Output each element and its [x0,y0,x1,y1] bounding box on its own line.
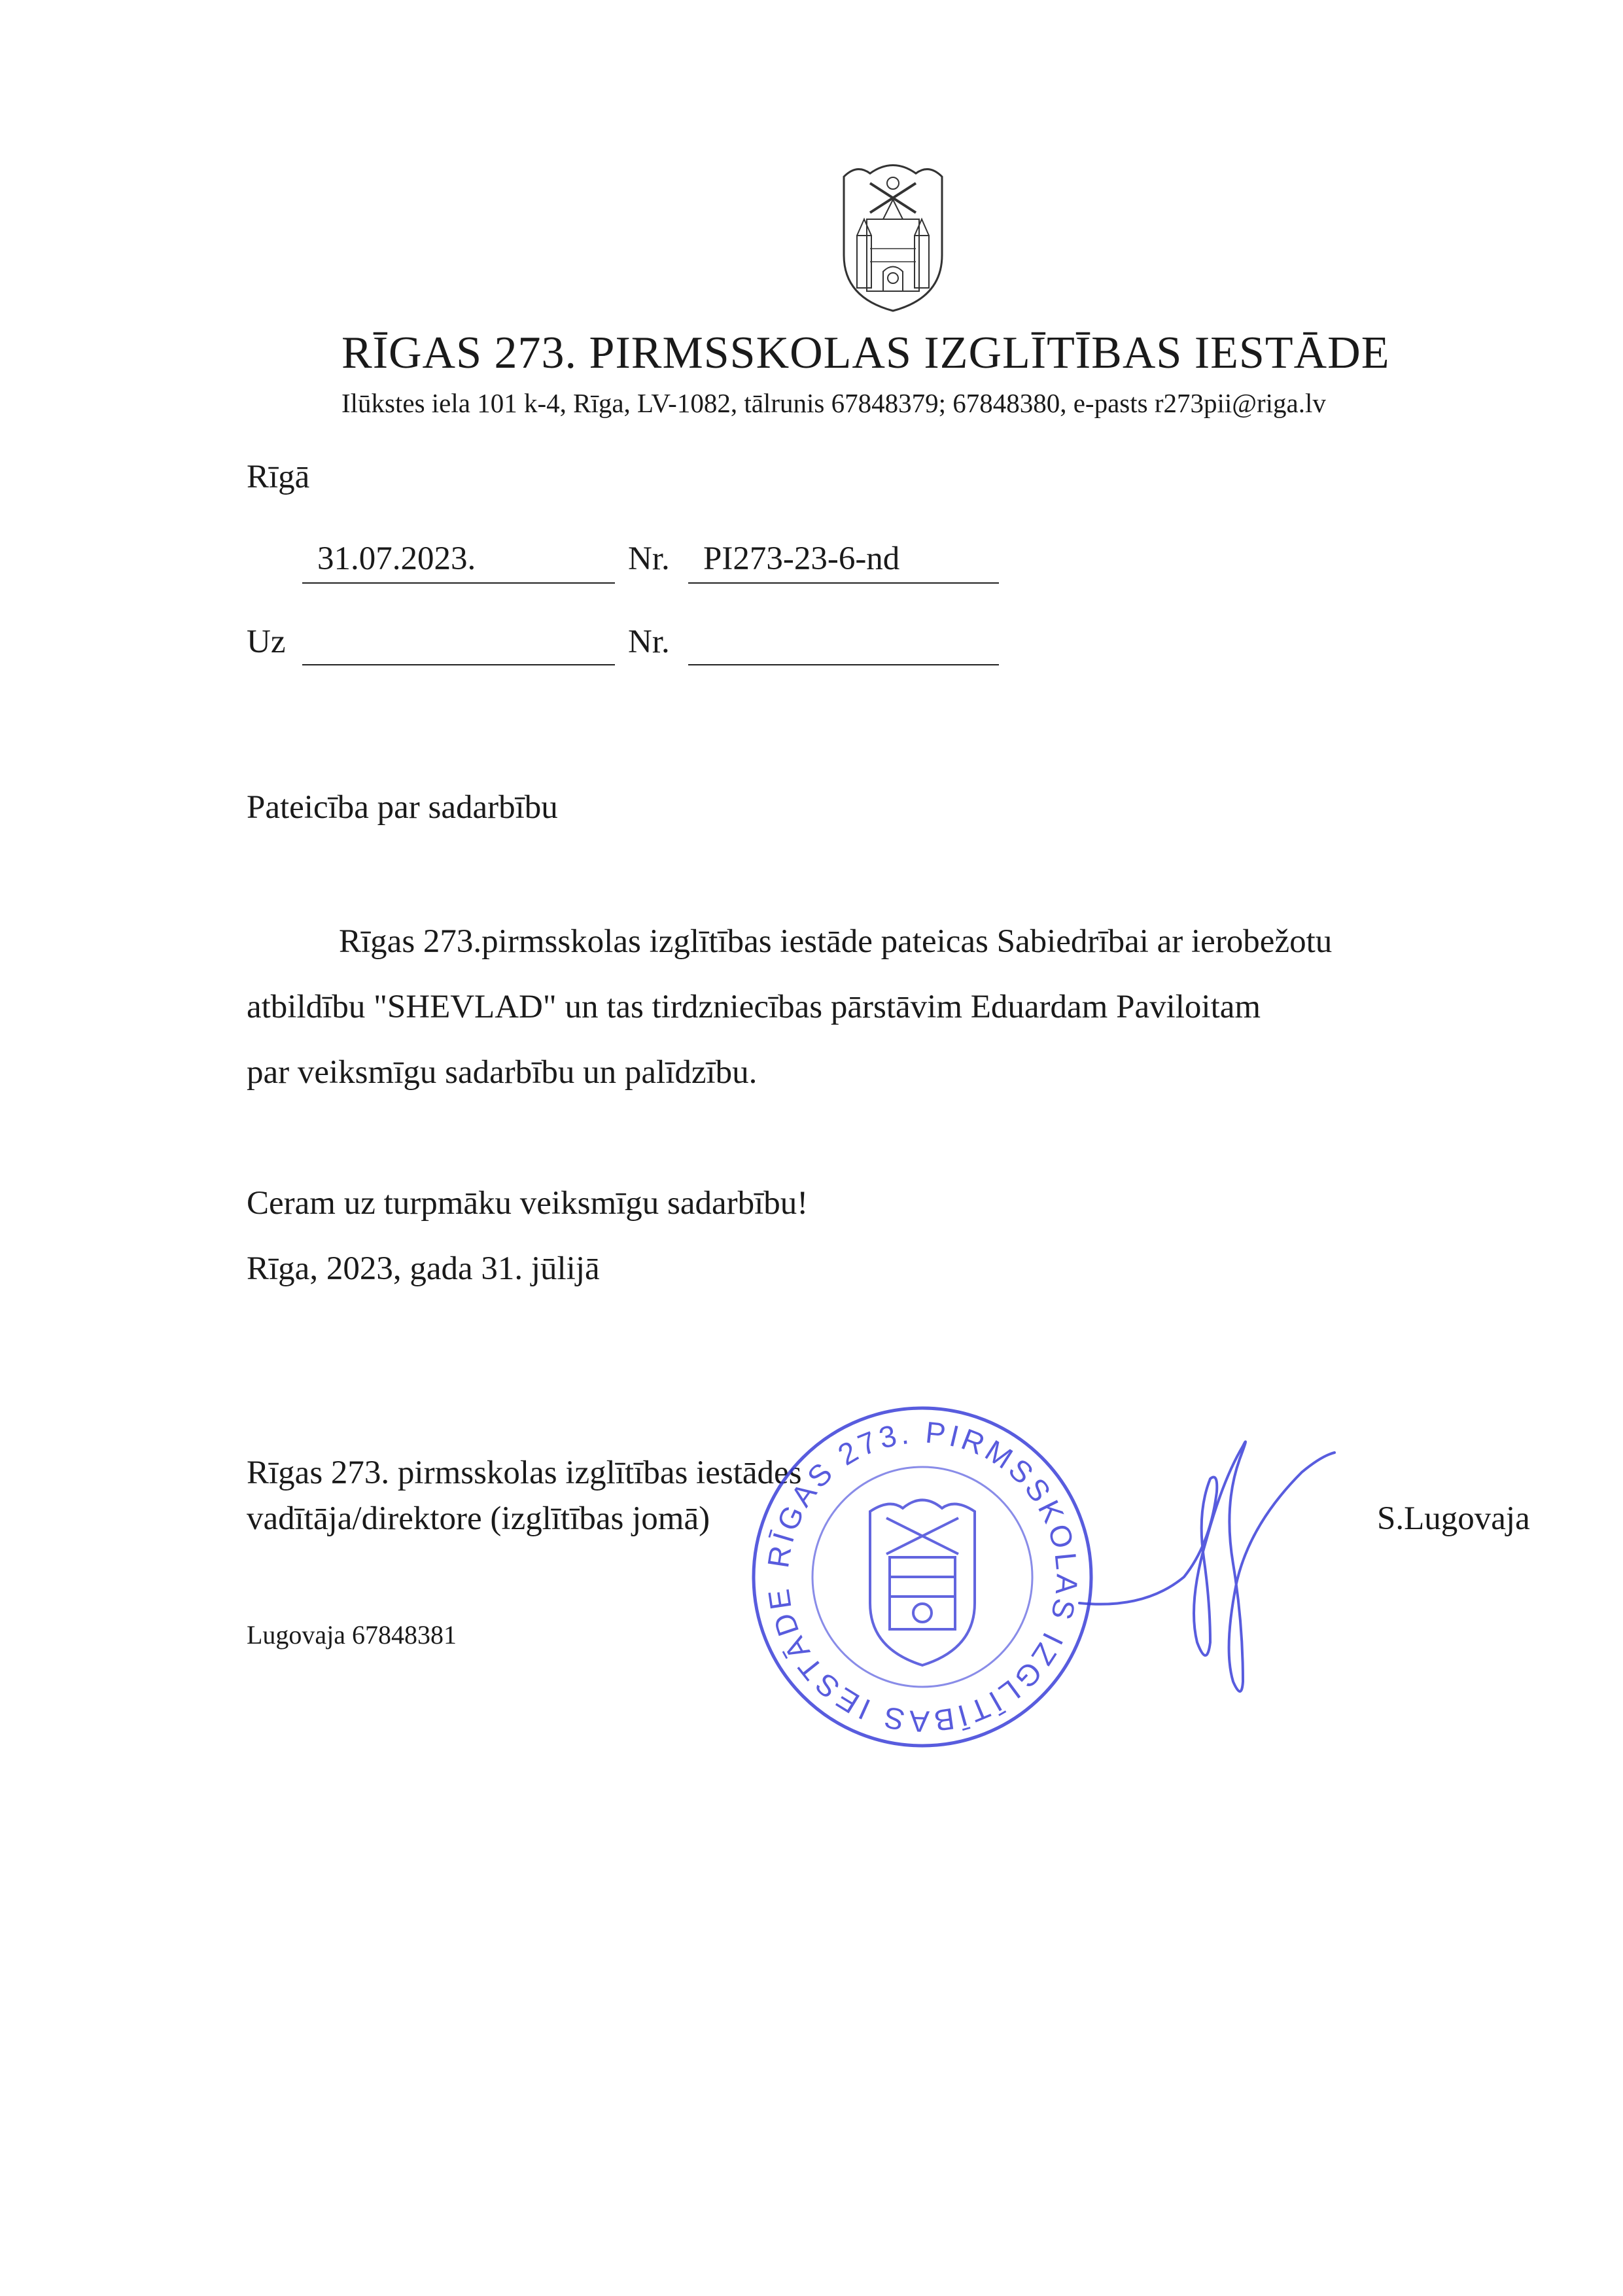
uz-underline [302,664,615,665]
number-underline [688,582,999,584]
uz-nr-underline [688,664,999,665]
paragraph-line: par veiksmīgu sadarbību un palīdzību. [247,1054,758,1091]
closing-line: Ceram uz turpmāku veiksmīgu sadarbību! [247,1185,809,1222]
date-underline [302,582,615,584]
signatory-name: S.Lugovaja [1377,1500,1530,1537]
riga-coat-of-arms-icon [831,157,955,314]
institution-stamp [746,1400,1099,1754]
institution-address: Ilūkstes iela 101 k-4, Rīga, LV-1082, tālrunis 67848379; 67848380, e-pasts r273pii@riga.lv [341,388,1326,418]
signatory-position-line2: vadītāja/direktore (izglītības jomā) [247,1500,710,1537]
contact-line: Lugovaja 67848381 [247,1620,457,1650]
document-nr-label: Nr. [628,540,670,577]
document-place: Rīgā [247,459,310,495]
uz-nr-label: Nr. [628,624,670,660]
document-date: 31.07.2023. [317,540,476,577]
letter-subject: Pateicība par sadarbību [247,789,558,826]
place-date-line: Rīga, 2023, gada 31. jūlijā [247,1250,600,1287]
handwritten-signature [1047,1433,1361,1708]
institution-name: RĪGAS 273. PIRMSSKOLAS IZGLĪTĪBAS IESTĀDE [341,328,1390,378]
paragraph-line: Rīgas 273.pirmsskolas izglītības iestāde pateicas Sabiedrībai ar ierobežotu [339,923,1333,960]
stamp-text: RĪGAS 273. PIRMSSKOLAS IZGLĪTĪBAS IESTĀDE [760,1415,1085,1739]
paragraph-line: atbildību "SHEVLAD" un tas tirdzniecības pārstāvim Eduardam Paviloitam [247,989,1261,1025]
document-number: PI273-23-6-nd [703,540,900,577]
signatory-position-line1: Rīgas 273. pirmsskolas izglītības iestādes [247,1455,802,1491]
uz-label: Uz [247,624,286,660]
